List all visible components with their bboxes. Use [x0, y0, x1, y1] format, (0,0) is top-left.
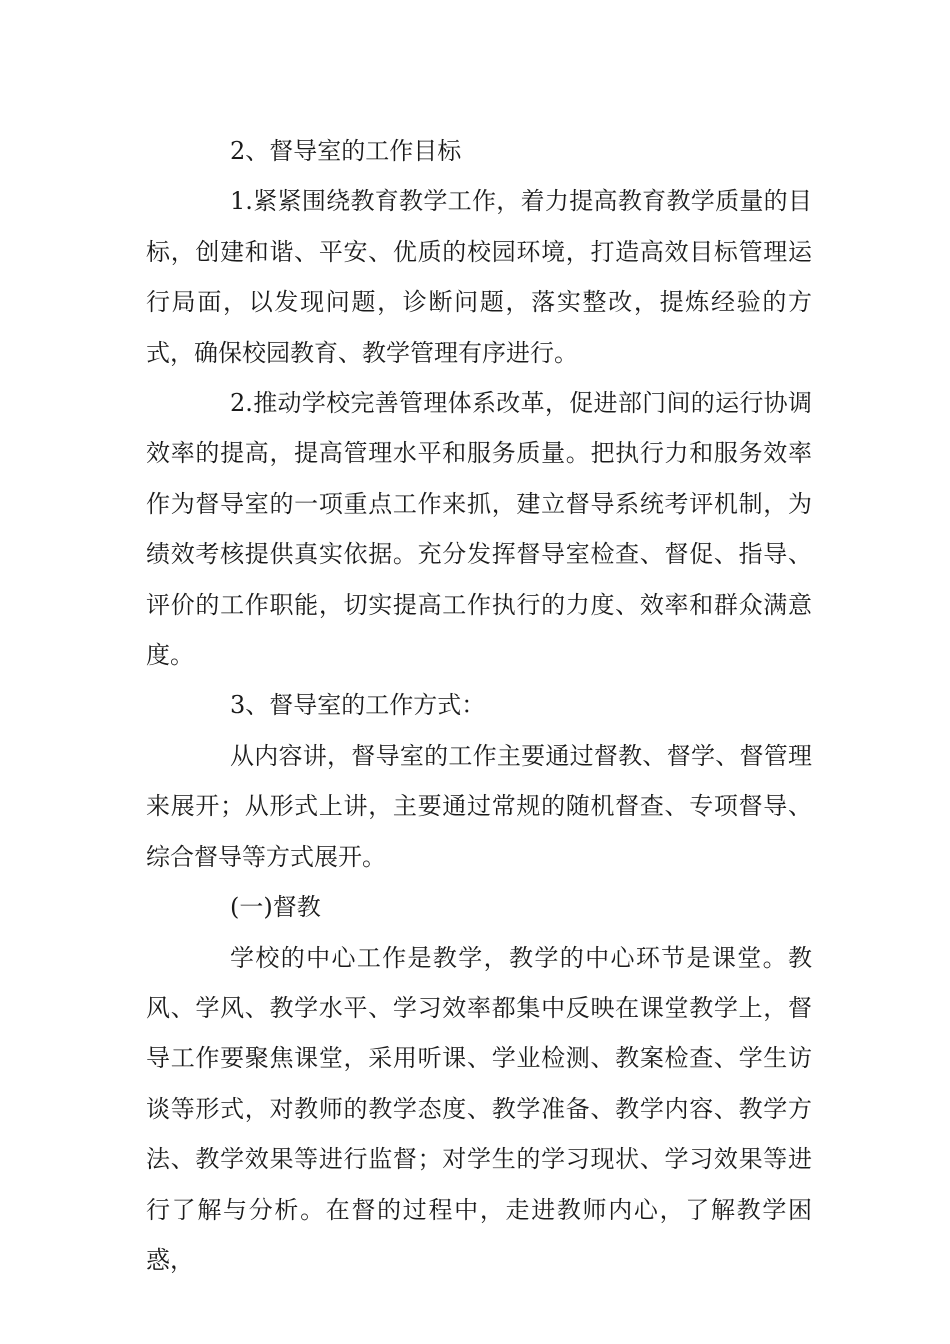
section-heading-methods: 3、督导室的工作方式： — [230, 691, 486, 720]
document-body — [146, 126, 812, 1285]
subsection-heading-teaching: (一)督教 — [230, 893, 321, 922]
paragraph-methods: 从内容讲，督导室的工作主要通过督教、督学、督管理来展开；从形式上讲，主要通过常规的随机督查、专项督导、综合督导等方式展开。 — [146, 741, 812, 871]
paragraph-goal-2: 2.推动学校完善管理体系改革，促进部门间的运行协调效率的提高，提高管理水平和服务质量。把执行力和服务效率作为督导室的一项重点工作来抓，建立督导系统考评机制，为绩效考核提供真实依据。充分发挥督导室检查、督促、指导、评价的工作职能，切实提高工作执行的力度、效率和群众满意度。 — [146, 389, 812, 670]
paragraph-teaching: 学校的中心工作是教学，教学的中心环节是课堂。教风、学风、教学水平、学习效率都集中反映在课堂教学上，督导工作要聚焦课堂，采用听课、学业检测、教案检查、学生访谈等形式，对教师的教学态度、教学准备、教学内容、教学方法、教学效果等进行监督；对学生的学习现状、学习效果等进行了解与分析。在督的过程中，走进教师内心，了解教学困惑， — [146, 943, 812, 1274]
section-heading-goals: 2、督导室的工作目标 — [230, 137, 462, 165]
paragraph-goal-1: 1.紧紧围绕教育教学工作，着力提高教育教学质量的目标，创建和谐、平安、优质的校园环境，打造高效目标管理运行局面，以发现问题，诊断问题，落实整改，提炼经验的方式，确保校园教育、教学管理有序进行。 — [146, 187, 812, 367]
